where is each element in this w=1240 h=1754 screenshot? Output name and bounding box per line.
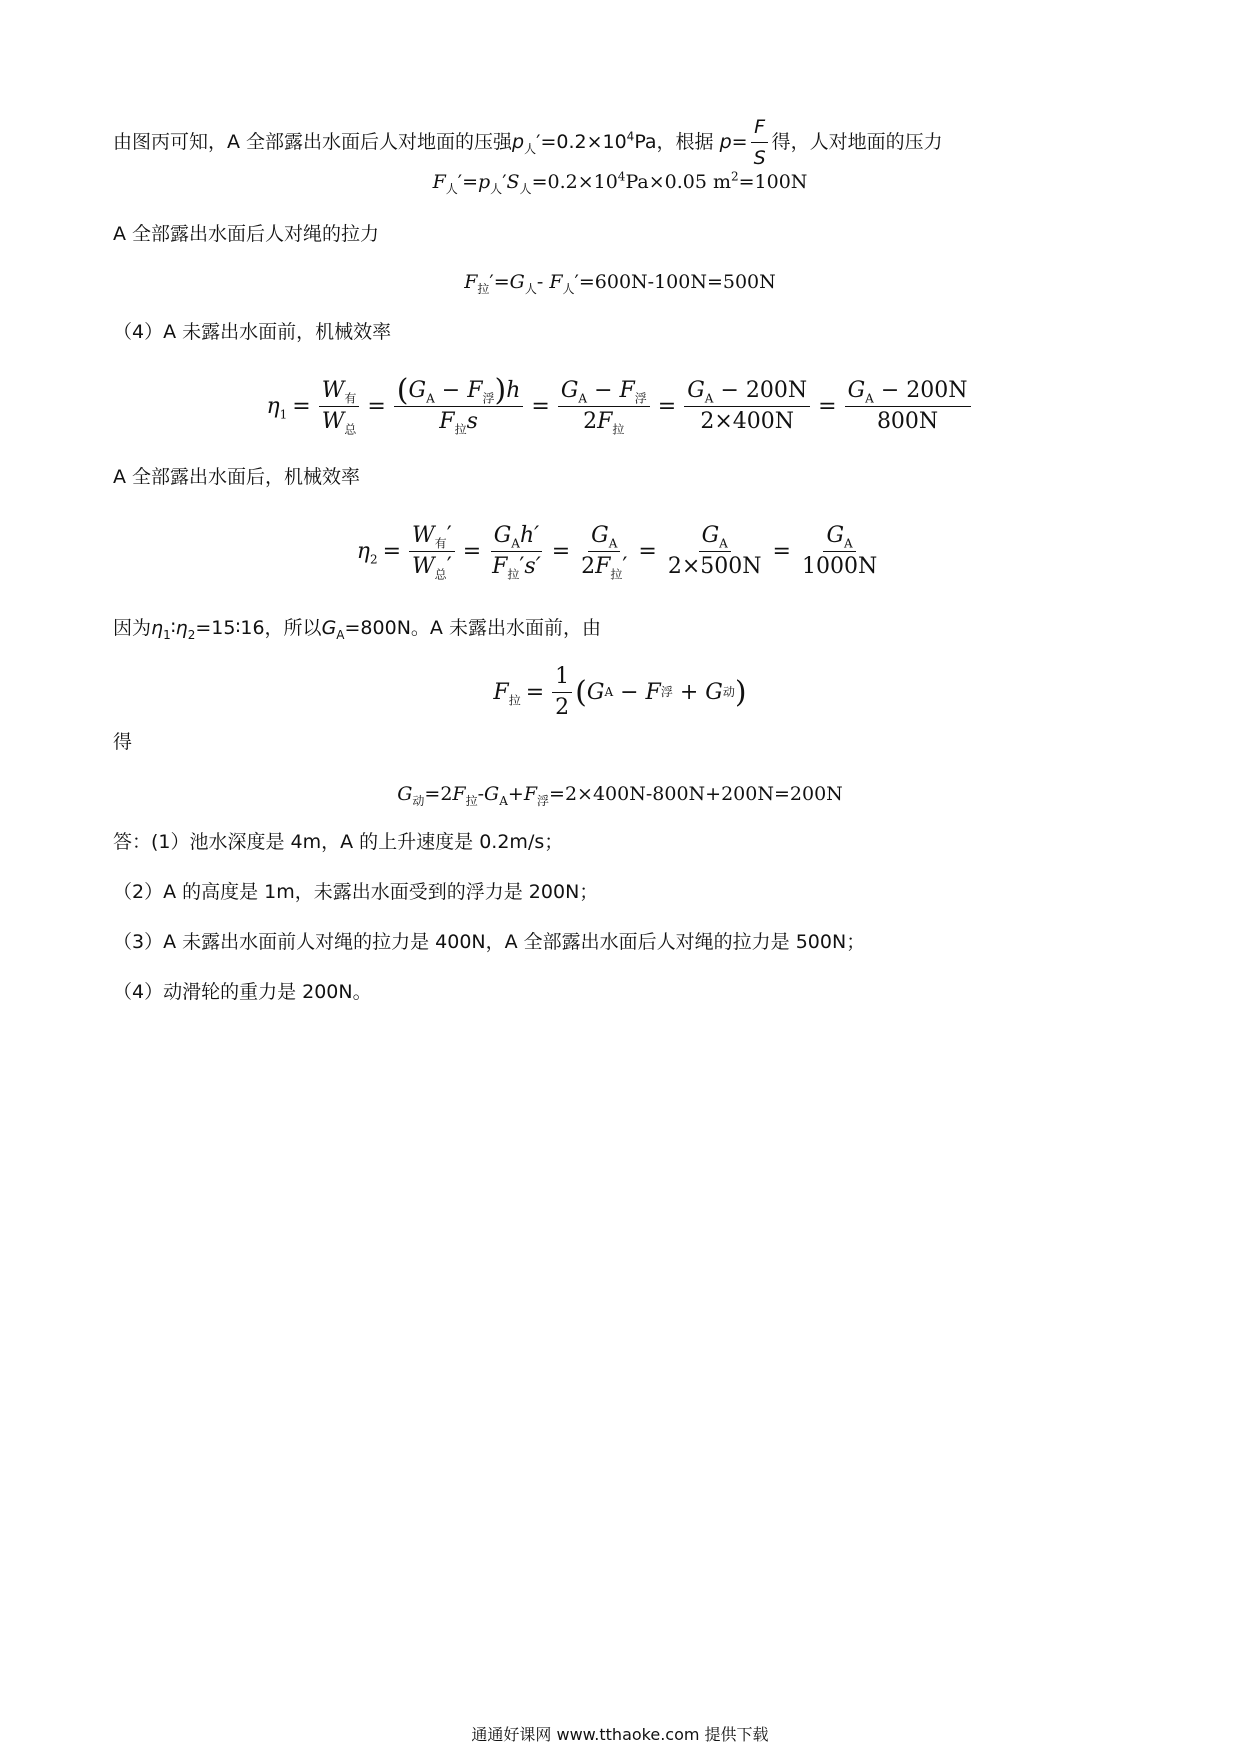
equation-force-person: $F_人'=p_人'S_人=0.2\times 10^4Pa\times 0.05$ $m^2=100N$: [432, 169, 808, 196]
fraction: $\frac{W_有'}{W_总'}$: [409, 523, 455, 580]
answer-line: （4）动滑轮的重力是 200N。: [113, 981, 372, 1003]
page-footer: 通通好课网 www.tthaoke.com 提供下载: [471, 1725, 769, 1744]
equation-pulley-weight: $G_动=2F_拉-G_A+F_浮=2\times 400N-800N+200N=200N$: [397, 783, 843, 808]
text-line-ratio: 因为$\eta_1∶\eta_2=15∶16$，所以$G_A=800N$。A 未露出水面前，由: [113, 617, 601, 642]
value: ′=0.2×10: [536, 131, 627, 153]
text-segment: Pa，根据: [634, 131, 714, 153]
equation-rope-force: $F_拉'=G_人-$ $F_人'=600N-100N=500N$: [464, 271, 776, 296]
answer-line: （3）A 未露出水面前人对绳的拉力是 400N，A 全部露出水面后人对绳的拉力是 500N；: [113, 931, 866, 953]
fraction: $\frac{G_A - F_浮}{2F_拉}$: [558, 378, 650, 435]
fraction: $\frac{G_A}{1000N}$: [801, 522, 878, 579]
equation-efficiency-1: $\eta_1$ = $\frac{W_有}{W_总}$ = $\frac{(G_A - F_浮)h}{F_拉s}$ = $\frac{G_A - F_浮}{2F_拉}$ = $\frac{G_A - 200N}{2\times 400N}$ = $\frac{G_A - 200N}{800N}$: [0, 370, 1240, 442]
subscript: 人: [524, 141, 537, 156]
fraction: $\frac{G_Ah'}{F_拉's'}$: [492, 522, 541, 581]
formula-lhs: p=: [719, 131, 748, 153]
text-line: A 全部露出水面后人对绳的拉力: [113, 223, 380, 245]
answer-line: （2）A 的高度是 1m，未露出水面受到的浮力是 200N；: [113, 881, 599, 903]
fraction: $\frac{G_A - 200N}{800N}$: [845, 378, 971, 435]
fraction: $\frac{(G_A - F_浮)h}{F_拉s}$: [394, 378, 524, 435]
text-line: （4）A 未露出水面前，机械效率: [113, 321, 392, 343]
fraction-f-over-s: $\frac{F}{S}$: [751, 114, 769, 171]
fraction: $\frac{G_A}{2\times 500N}$: [667, 522, 762, 579]
equation-pull-force: $F_拉$ = $\frac{1}{2}$ ( G A − F 浮 + G 动 ): [493, 663, 747, 720]
text-segment: 得，人对地面的压力: [771, 131, 943, 153]
equation-efficiency-2: $\eta_2$ = $\frac{W_有'}{W_总'}$ = $\frac{G_Ah'}{F_拉's'}$ = $\frac{G_A}{2F_拉'}$ = $\frac{G_A}{2\times 500N}$ = $\frac{G_A}{1000N}$: [0, 515, 1240, 587]
text-line: 得: [113, 731, 133, 753]
answer-line: 答：(1）池水深度是 4m，A 的上升速度是 0.2m/s；: [113, 831, 564, 853]
fraction: $\frac{G_A - 200N}{2\times 400N}$: [684, 378, 810, 435]
text-segment: 由图丙可知，A 全部露出水面后人对地面的压强: [113, 131, 513, 153]
fraction: $\frac{G_A}{2F_拉'}$: [581, 522, 628, 581]
fraction: $\frac{W_有}{W_总}$: [319, 378, 360, 435]
text-line-pressure: [113, 114, 943, 171]
text-line: A 全部露出水面后，机械效率: [113, 466, 361, 488]
symbol-p: p: [512, 131, 525, 153]
exponent: 4: [626, 129, 635, 144]
fraction-one-half: $\frac{1}{2}$: [552, 664, 572, 721]
